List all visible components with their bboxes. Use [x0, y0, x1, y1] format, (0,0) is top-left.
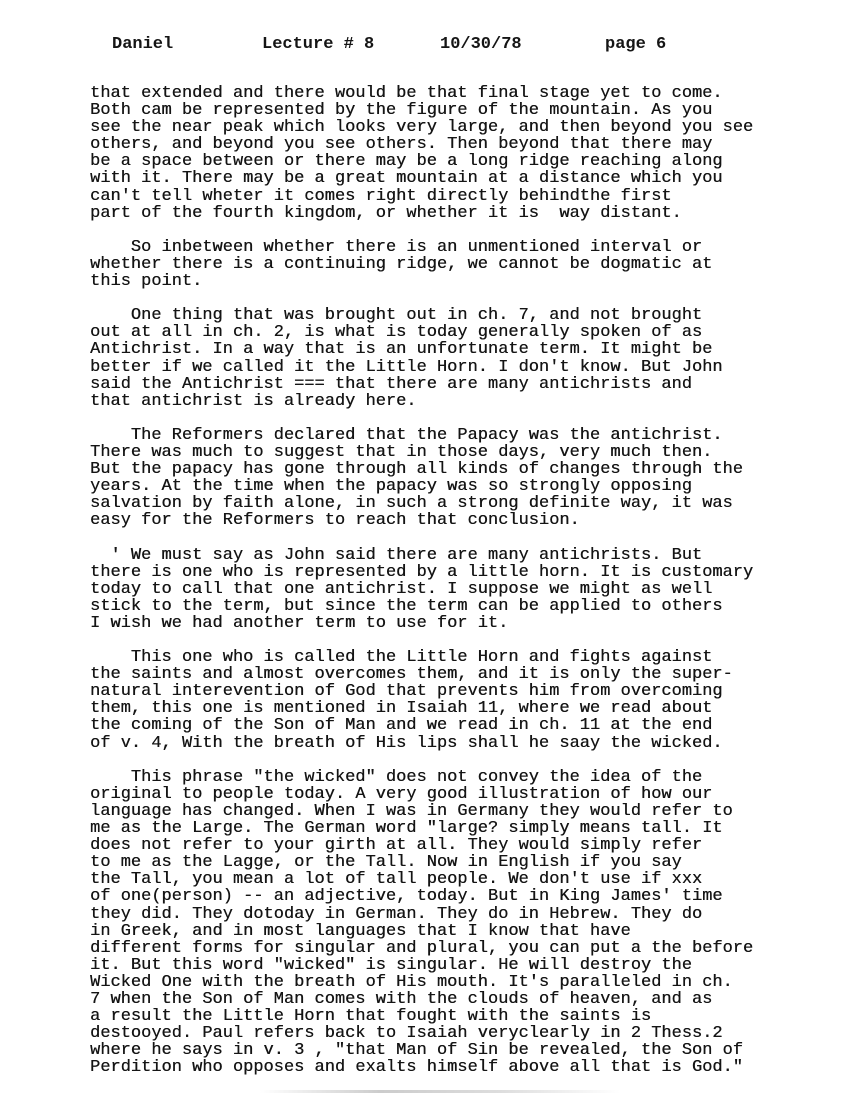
text-line: Antichrist. In a way that is an unfortunate term. It might be: [90, 340, 713, 360]
text-line: others, and beyond you see others. Then beyond that there may: [90, 135, 713, 155]
text-line: Both cam be represented by the figure of the mountain. As you: [90, 101, 713, 121]
text-line: it. But this word "wicked" is singular. He will destroy the: [90, 955, 692, 975]
text-line: Wicked One with the breath of His mouth. It's paralleled in ch.: [90, 972, 733, 992]
text-line: me as the Large. The German word "large? simply means tall. It: [90, 819, 723, 839]
scan-smudge: [260, 1090, 620, 1093]
text-line: a result the Little Horn that fought with the saints is: [90, 1007, 652, 1027]
header-date: 10/30/78: [440, 35, 522, 54]
paragraph: [90, 547, 830, 632]
text-line: said the Antichrist === that there are many antichrists and: [90, 374, 692, 394]
text-line: that extended and there would be that final stage yet to come.: [90, 84, 723, 103]
text-line: So inbetween whether there is an unmentioned interval or: [90, 237, 703, 257]
text-line: language has changed. When I was in Germany they would refer to: [90, 801, 733, 821]
text-line: be a space between or there may be a long ridge reaching along: [90, 152, 723, 172]
text-line: there is one who is represented by a little horn. It is customary: [90, 562, 754, 582]
text-line: of v. 4, With the breath of His lips shall he saay the wicked.: [90, 733, 723, 753]
text-line: The Reformers declared that the Papacy was the antichrist.: [90, 425, 723, 445]
header-page: page 6: [605, 35, 667, 54]
paragraph: [90, 239, 830, 290]
text-line: One thing that was brought out in ch. 7, and not brought: [90, 306, 703, 326]
lecture-body: [90, 85, 830, 1094]
text-line: Perdition who opposes and exalts himself above all that is God.": [90, 1058, 743, 1078]
text-line: today to call that one antichrist. I suppose we might as well: [90, 579, 713, 599]
text-line: better if we called it the Little Horn. I don't know. But John: [90, 357, 723, 377]
text-line: But the papacy has gone through all kinds of changes through the: [90, 460, 743, 480]
text-line: stick to the term, but since the term can be applied to others: [90, 596, 723, 616]
text-line: to me as the Lagge, or the Tall. Now in English if you say: [90, 853, 682, 873]
paragraph: [90, 85, 830, 222]
text-line: the coming of the Son of Man and we read in ch. 11 at the end: [90, 716, 713, 736]
paragraph: [90, 307, 830, 410]
text-line: this point.: [90, 272, 203, 292]
paragraph: [90, 427, 830, 530]
text-line: destooyed. Paul refers back to Isaiah veryclearly in 2 Thess.2: [90, 1024, 723, 1044]
text-line: in Greek, and in most languages that I know that have: [90, 921, 631, 941]
text-line: salvation by faith alone, in such a strong definite way, it was: [90, 494, 733, 514]
header-lecture: Lecture # 8: [262, 35, 375, 54]
text-line: that antichrist is already here.: [90, 391, 417, 411]
text-line: natural interevention of God that prevents him from overcoming: [90, 682, 723, 702]
text-line: There was much to suggest that in those days, very much then.: [90, 442, 713, 462]
text-line: This phrase "the wicked" does not convey the idea of the: [90, 767, 703, 787]
text-line: 7 when the Son of Man comes with the clouds of heaven, and as: [90, 989, 713, 1009]
text-line: part of the fourth kingdom, or whether it is way distant.: [90, 203, 682, 223]
text-line: can't tell wheter it comes right directly behindthe first: [90, 186, 672, 206]
text-line: them, this one is mentioned in Isaiah 11, where we read about: [90, 699, 713, 719]
paragraph: [90, 769, 830, 1077]
text-line: of one(person) -- an adjective, today. But in King James' time: [90, 887, 723, 907]
text-line: the Tall, you mean a lot of tall people. We don't use if xxx: [90, 870, 703, 890]
text-line: they did. They dotoday in German. They do in Hebrew. They do: [90, 904, 703, 924]
text-line: whether there is a continuing ridge, we cannot be dogmatic at: [90, 254, 713, 274]
text-line: where he says in v. 3 , "that Man of Sin be revealed, the Son of: [90, 1041, 743, 1061]
text-line: This one who is called the Little Horn and fights against: [90, 648, 713, 668]
text-line: with it. There may be a great mountain at a distance which you: [90, 169, 723, 189]
text-line: original to people today. A very good illustration of how our: [90, 784, 713, 804]
text-line: the saints and almost overcomes them, and it is only the super-: [90, 665, 733, 685]
text-line: I wish we had another term to use for it.: [90, 613, 509, 633]
text-line: ' We must say as John said there are many antichrists. But: [90, 545, 703, 565]
text-line: years. At the time when the papacy was so strongly opposing: [90, 477, 692, 497]
text-line: out at all in ch. 2, is what is today generally spoken of as: [90, 323, 703, 343]
header-book: Daniel: [112, 35, 174, 54]
paragraph: [90, 649, 830, 752]
text-line: easy for the Reformers to reach that conclusion.: [90, 511, 580, 531]
text-line: does not refer to your girth at all. They would simply refer: [90, 836, 703, 856]
text-line: different forms for singular and plural, you can put a the before: [90, 938, 754, 958]
text-line: see the near peak which looks very large, and then beyond you see: [90, 118, 754, 138]
